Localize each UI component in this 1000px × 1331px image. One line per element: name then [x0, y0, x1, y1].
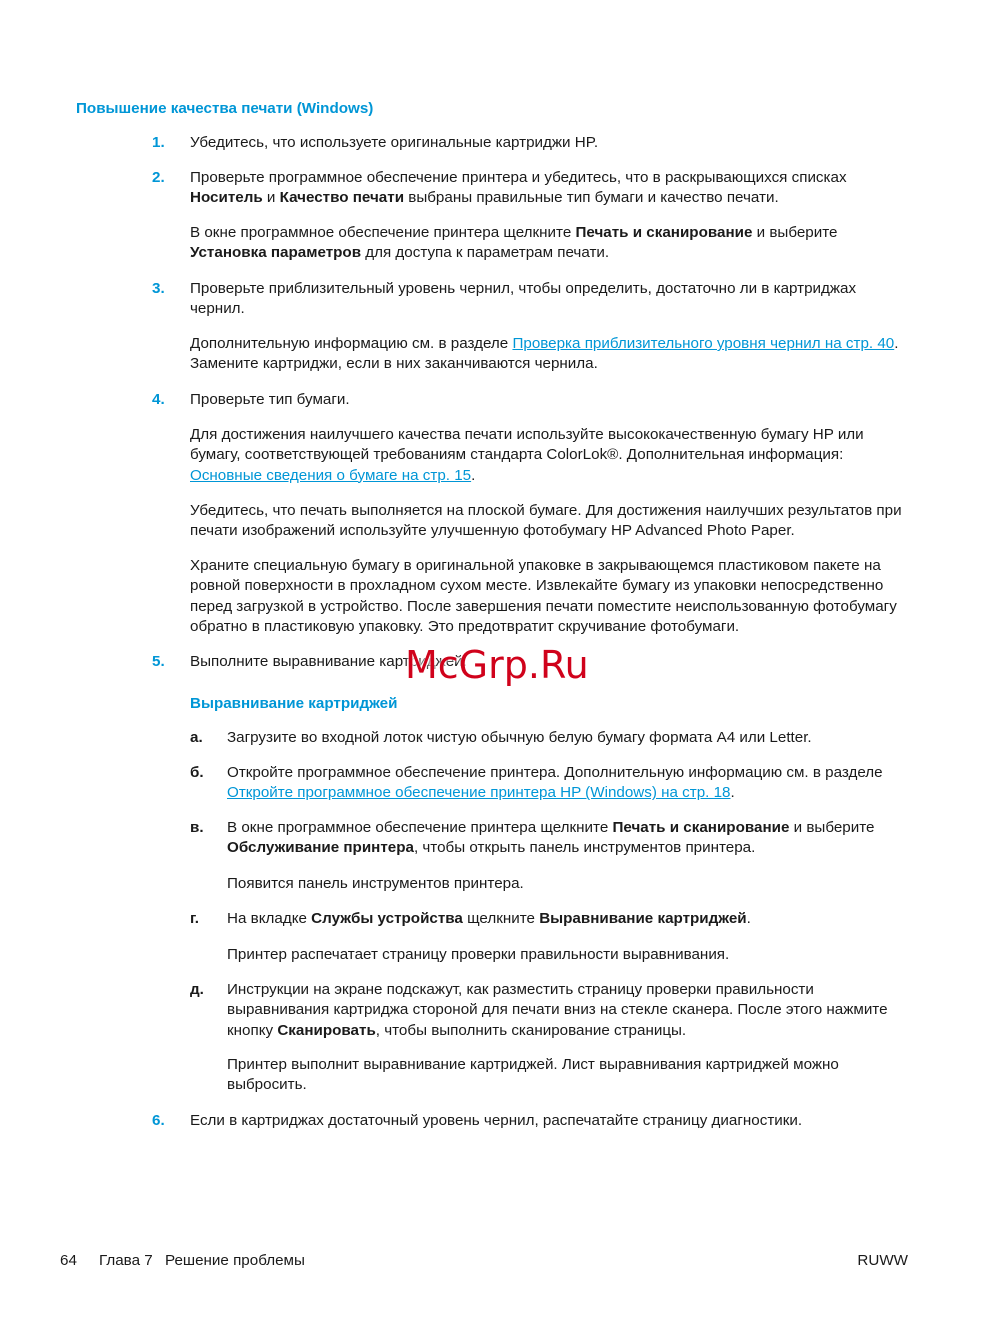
step-paragraph: Храните специальную бумагу в оригинальной упаковке в закрывающемся пластиковом пакете на ровной поверхности в прохладном сухом месте. Извлекайте бумагу из упаковки непосредственно перед загрузкой в устройство. После завершения печати поместите неиспользованную фотобумагу обратно в пластиковую упаковку. Это предотвратит скручивание фотобумаги.	[190, 557, 897, 635]
chapter-label: Глава 7	[99, 1252, 153, 1269]
step-paragraph: Для достижения наилучшего качества печати используйте высококачественную бумагу HP или бумагу, соответствующей требованиям стандарта ColorLok®. Дополнительная информация: Основные сведения о бумаге на стр. 15.	[190, 426, 864, 484]
step-paragraph: Дополнительную информацию см. в разделе Проверка приблизительного уровня чернил на стр. 40. Замените картриджи, если в них заканчиваются чернила.	[190, 335, 899, 373]
step-text: Проверьте приблизительный уровень чернил, чтобы определить, достаточно ли в картриджах чернил.	[190, 280, 857, 318]
step-number: 5.	[152, 653, 165, 670]
substep-text: В окне программное обеспечение принтера щелкните Печать и сканирование и выберите Обслуживание принтера, чтобы открыть панель инструментов принтера.	[227, 819, 875, 857]
step-text: Убедитесь, что используете оригинальные картриджи HP.	[190, 134, 599, 151]
step-text: Если в картриджах достаточный уровень чернил, распечатайте страницу диагностики.	[190, 1112, 803, 1129]
footer-code: RUWW	[857, 1252, 908, 1269]
step-paragraph: Убедитесь, что печать выполняется на плоской бумаге. Для достижения наилучших результатов при печати изображений используйте улучшенную фотобумагу HP Advanced Photo Paper.	[190, 502, 902, 540]
open-software-link[interactable]: Откройте программное обеспечение принтера HP (Windows) на стр. 18	[227, 784, 731, 802]
substep-text: Загрузите во входной лоток чистую обычную белую бумагу формата A4 или Letter.	[227, 729, 812, 746]
substep-text: Откройте программное обеспечение принтера. Дополнительную информацию см. в разделе Откройте программное обеспечение принтера HP (Windows) на стр. 18.	[227, 764, 883, 802]
substep-paragraph: Появится панель инструментов принтера.	[227, 875, 524, 892]
substep-text: Инструкции на экране подскажут, как разместить страницу проверки правильности выравнивания картриджа стороной для печати вниз на стекле сканера. После этого нажмите кнопку Сканировать, чтобы выполнить сканирование страницы.	[227, 981, 888, 1039]
ink-level-link[interactable]: Проверка приблизительного уровня чернил на стр. 40	[512, 335, 895, 352]
subsection-title: Выравнивание картриджей	[190, 695, 398, 712]
step-text: Выполните выравнивание картриджей.	[190, 653, 467, 670]
step-number: 3.	[152, 280, 165, 297]
section-title: Повышение качества печати (Windows)	[76, 100, 374, 117]
step-number: 2.	[152, 169, 165, 186]
step-text: Проверьте программное обеспечение принтера и убедитесь, что в раскрывающихся списках Носитель и Качество печати выбраны правильные тип бумаги и качество печати.	[190, 169, 847, 207]
step-paragraph: В окне программное обеспечение принтера щелкните Печать и сканирование и выберите Установка параметров для доступа к параметрам печати.	[190, 224, 838, 262]
step-number: 1.	[152, 134, 165, 151]
paper-basics-link[interactable]: Основные сведения о бумаге на стр. 15	[190, 466, 472, 484]
substep-text: На вкладке Службы устройства щелкните Выравнивание картриджей.	[227, 910, 751, 927]
step-number: 4.	[152, 391, 165, 408]
step-number: 6.	[152, 1112, 165, 1129]
page-number: 64	[60, 1252, 77, 1269]
substep-paragraph: Принтер выполнит выравнивание картриджей. Лист выравнивания картриджей можно выбросить.	[227, 1056, 839, 1094]
substep-letter: д.	[190, 981, 204, 998]
substep-letter: б.	[190, 764, 204, 781]
chapter-title: Решение проблемы	[165, 1252, 305, 1269]
substep-letter: а.	[190, 729, 203, 746]
step-text: Проверьте тип бумаги.	[190, 391, 350, 408]
watermark: McGrp.Ru	[405, 643, 589, 687]
substep-paragraph: Принтер распечатает страницу проверки правильности выравнивания.	[227, 946, 730, 963]
substep-letter: г.	[190, 910, 200, 927]
substep-letter: в.	[190, 819, 204, 836]
